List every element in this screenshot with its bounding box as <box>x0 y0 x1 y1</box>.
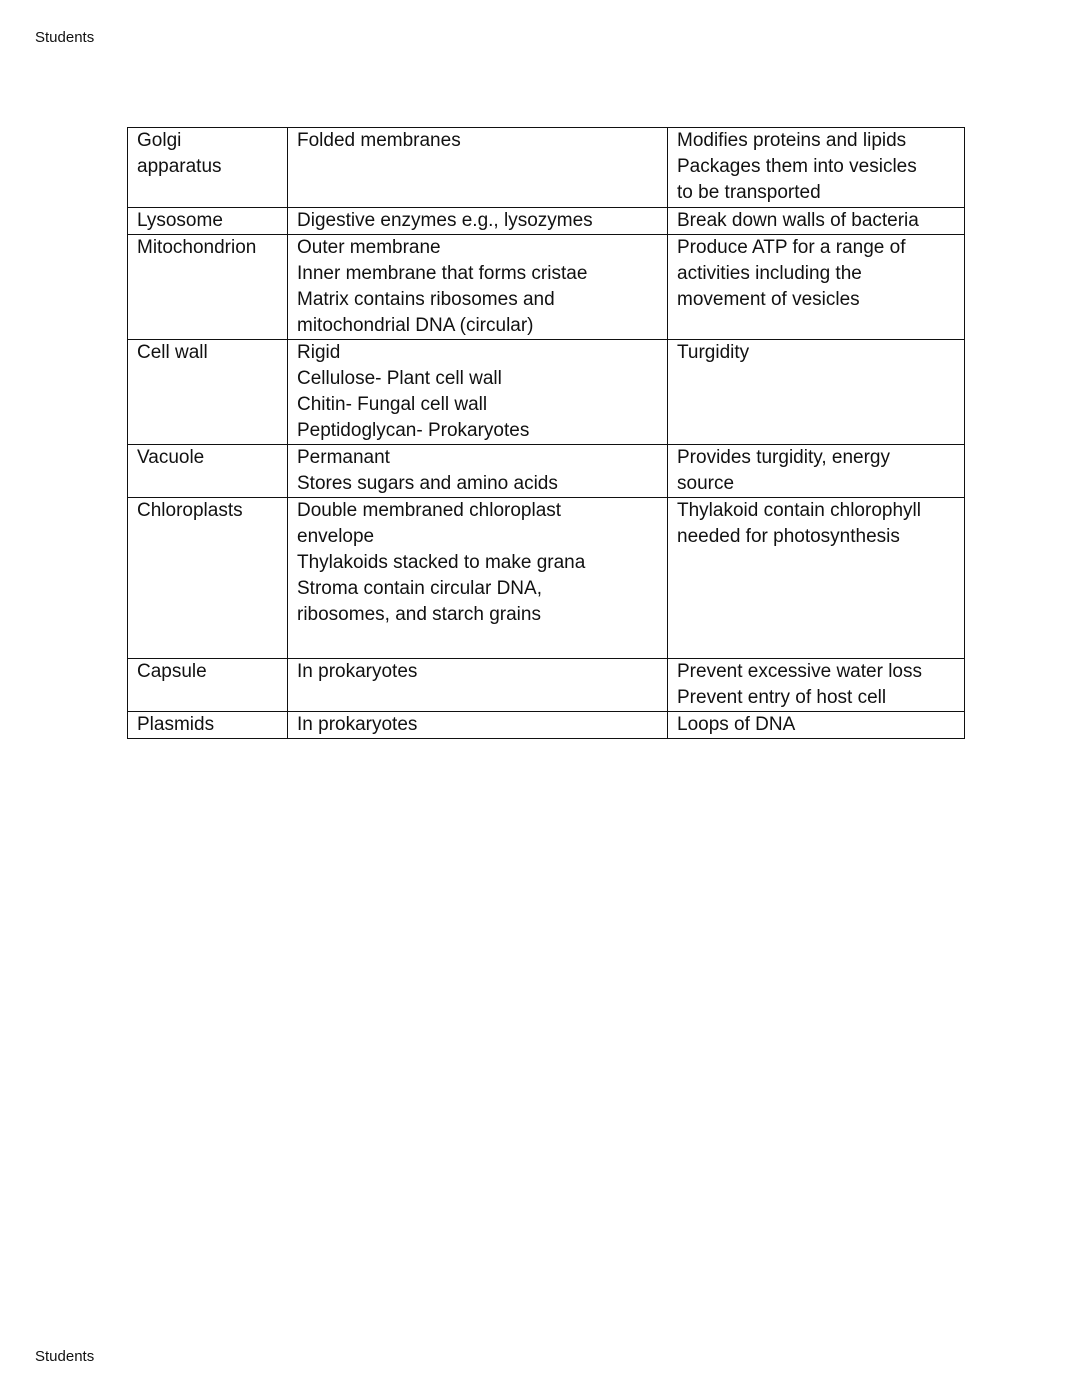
cell-line: Thylakoids stacked to make grana <box>297 552 586 573</box>
organelle-cell <box>128 128 288 208</box>
cell-line: In prokaryotes <box>297 661 418 682</box>
cell-line: Permanant <box>297 447 390 468</box>
cell-line: source <box>677 473 735 494</box>
table-row <box>128 340 965 445</box>
cell-line: Double membraned chloroplast <box>297 500 562 521</box>
organelle-cell <box>128 659 288 712</box>
function-cell <box>668 712 965 739</box>
table-row <box>128 659 965 712</box>
structure-cell <box>288 445 668 498</box>
cell-line: Chloroplasts <box>137 500 243 521</box>
cell-line: Cellulose- Plant cell wall <box>297 368 502 389</box>
cell-line: Stores sugars and amino acids <box>297 473 558 494</box>
table-row <box>128 208 965 235</box>
structure-cell <box>288 659 668 712</box>
cell-line: Chitin- Fungal cell wall <box>297 394 488 415</box>
cell-line: Plasmids <box>137 714 215 735</box>
structure-cell <box>288 128 668 208</box>
cell-line: Break down walls of bacteria <box>677 210 919 231</box>
organelle-cell <box>128 340 288 445</box>
cell-line: Thylakoid contain chlorophyll <box>677 500 921 521</box>
function-cell <box>668 340 965 445</box>
organelle-table <box>127 127 965 739</box>
cell-line: Produce ATP for a range of <box>677 237 906 258</box>
structure-cell <box>288 208 668 235</box>
function-cell <box>668 128 965 208</box>
table-row <box>128 445 965 498</box>
function-cell <box>668 208 965 235</box>
cell-line: movement of vesicles <box>677 289 860 310</box>
function-cell <box>668 235 965 340</box>
cell-line: mitochondrial DNA (circular) <box>297 315 534 336</box>
cell-line: Capsule <box>137 661 207 682</box>
cell-line: activities including the <box>677 263 862 284</box>
cell-line: Prevent entry of host cell <box>677 687 887 708</box>
cell-line: Packages them into vesicles <box>677 156 917 177</box>
page-footer: Students <box>35 1348 95 1365</box>
structure-cell <box>288 340 668 445</box>
cell-line: to be transported <box>677 182 821 203</box>
cell-line: Cell wall <box>137 342 208 363</box>
cell-line: Vacuole <box>137 447 205 468</box>
structure-cell <box>288 235 668 340</box>
table-row <box>128 235 965 340</box>
cell-line: Folded membranes <box>297 130 461 151</box>
cell-line: Stroma contain circular DNA, <box>297 578 542 599</box>
cell-line: Turgidity <box>677 342 750 363</box>
cell-line: Modifies proteins and lipids <box>677 130 907 151</box>
function-cell <box>668 445 965 498</box>
cell-line: Peptidoglycan- Prokaryotes <box>297 420 530 441</box>
organelle-cell <box>128 498 288 659</box>
cell-line: Golgi <box>137 130 182 151</box>
cell-line: ribosomes, and starch grains <box>297 604 541 625</box>
table-row <box>128 712 965 739</box>
cell-line: In prokaryotes <box>297 714 418 735</box>
cell-line: Matrix contains ribosomes and <box>297 289 555 310</box>
cell-line: Rigid <box>297 342 341 363</box>
organelle-cell <box>128 208 288 235</box>
cell-line: envelope <box>297 526 375 547</box>
table-row <box>128 498 965 659</box>
organelle-cell <box>128 445 288 498</box>
structure-cell <box>288 498 668 659</box>
structure-cell <box>288 712 668 739</box>
cell-line: apparatus <box>137 156 222 177</box>
cell-line: Loops of DNA <box>677 714 796 735</box>
cell-line: Mitochondrion <box>137 237 257 258</box>
cell-line: Provides turgidity, energy <box>677 447 890 468</box>
cell-line: Outer membrane <box>297 237 441 258</box>
cell-line: needed for photosynthesis <box>677 526 900 547</box>
cell-line: Digestive enzymes e.g., lysozymes <box>297 210 593 231</box>
function-cell <box>668 498 965 659</box>
cell-line: Inner membrane that forms cristae <box>297 263 588 284</box>
table-row <box>128 128 965 208</box>
organelle-cell <box>128 235 288 340</box>
organelle-cell <box>128 712 288 739</box>
cell-line: Lysosome <box>137 210 223 231</box>
cell-line: Prevent excessive water loss <box>677 661 922 682</box>
page-header: Students <box>35 29 95 46</box>
function-cell <box>668 659 965 712</box>
